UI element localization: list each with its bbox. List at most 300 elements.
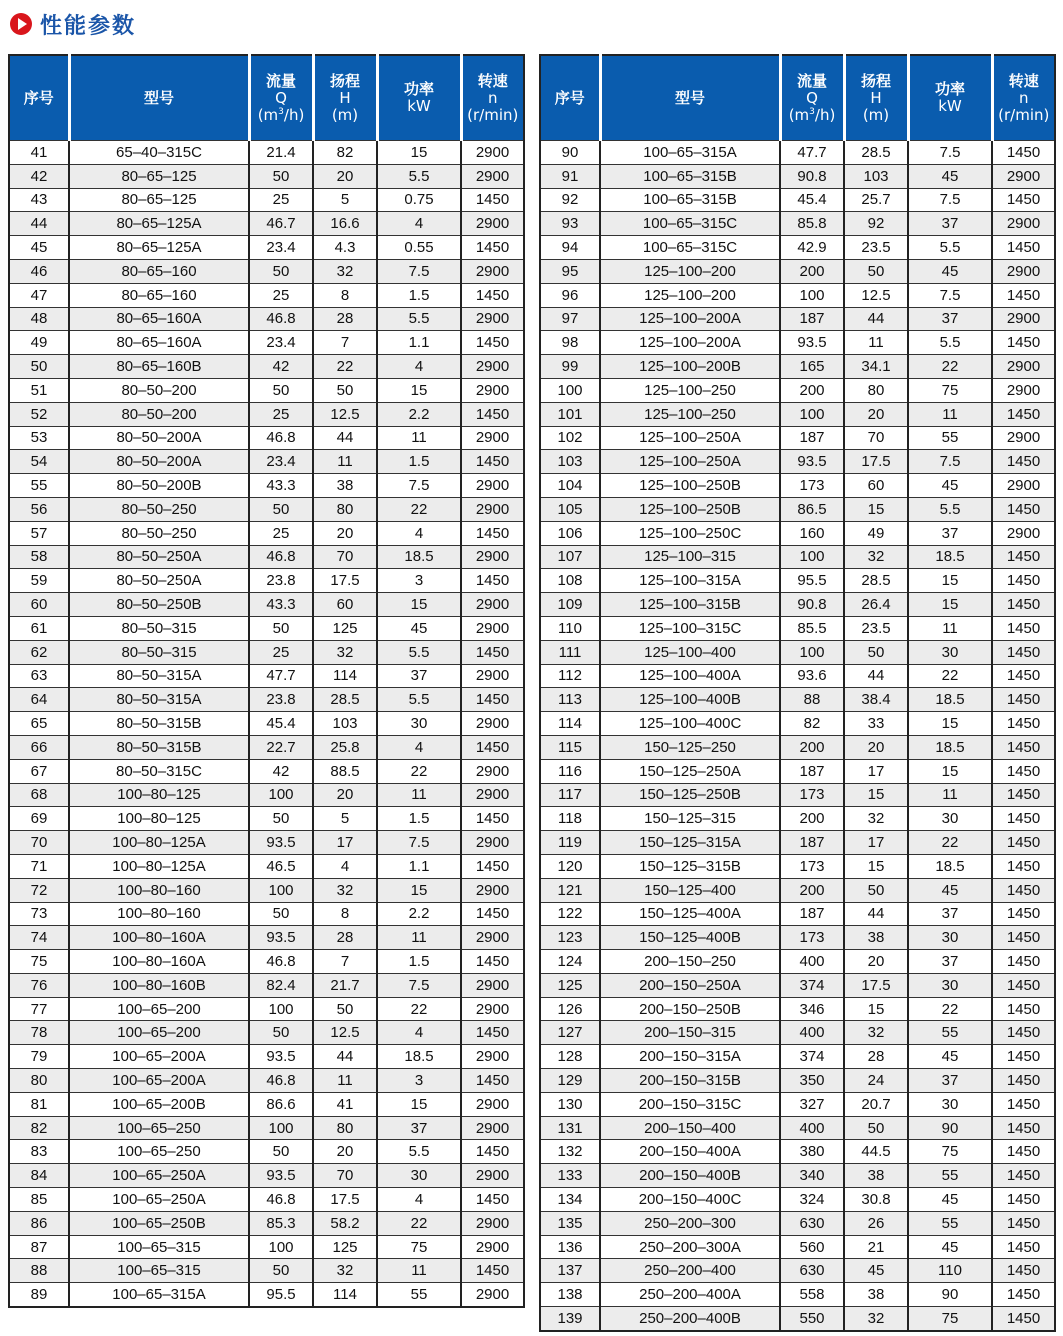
- cell-flow: 100: [780, 640, 844, 664]
- table-row: [9, 450, 524, 474]
- cell-flow: 200: [780, 807, 844, 831]
- cell-head: 32: [844, 1307, 908, 1331]
- cell-power: 75: [908, 378, 992, 402]
- cell-speed: 1450: [992, 1188, 1055, 1212]
- cell-head: 17.5: [313, 569, 377, 593]
- cell-model: 80–50–315: [69, 616, 249, 640]
- cell-power: 7.5: [908, 188, 992, 212]
- cell-head: 8: [313, 283, 377, 307]
- table-row: [9, 569, 524, 593]
- table-row: [540, 188, 1055, 212]
- cell-speed: 1450: [992, 712, 1055, 736]
- cell-model: 250–200–400A: [600, 1283, 780, 1307]
- cell-power: 11: [908, 616, 992, 640]
- cell-power: 11: [377, 783, 461, 807]
- cell-flow: 50: [249, 616, 313, 640]
- cell-model: 100–65–250: [69, 1140, 249, 1164]
- cell-power: 11: [377, 426, 461, 450]
- table-row: [540, 497, 1055, 521]
- cell-no: 98: [540, 331, 600, 355]
- cell-model: 80–50–250: [69, 521, 249, 545]
- cell-speed: 1450: [992, 1211, 1055, 1235]
- cell-speed: 1450: [992, 402, 1055, 426]
- cell-no: 44: [9, 212, 69, 236]
- table-row: [9, 973, 524, 997]
- cell-power: 5.5: [377, 1140, 461, 1164]
- header-no: 序号: [9, 55, 69, 141]
- cell-flow: 173: [780, 926, 844, 950]
- table-row: [9, 355, 524, 379]
- cell-head: 26: [844, 1211, 908, 1235]
- table-row: [9, 735, 524, 759]
- cell-power: 5.5: [377, 307, 461, 331]
- cell-model: 250–200–300A: [600, 1235, 780, 1259]
- table-row: [9, 664, 524, 688]
- table-row: [9, 545, 524, 569]
- cell-flow: 200: [780, 259, 844, 283]
- cell-no: 67: [9, 759, 69, 783]
- cell-flow: 23.8: [249, 688, 313, 712]
- cell-head: 21: [844, 1235, 908, 1259]
- cell-flow: 46.8: [249, 307, 313, 331]
- cell-head: 50: [844, 878, 908, 902]
- cell-head: 70: [313, 1164, 377, 1188]
- cell-no: 117: [540, 783, 600, 807]
- cell-model: 250–200–300: [600, 1211, 780, 1235]
- table-row: [540, 1283, 1055, 1307]
- cell-flow: 550: [780, 1307, 844, 1331]
- cell-flow: 93.5: [249, 1045, 313, 1069]
- cell-model: 125–100–200: [600, 259, 780, 283]
- cell-model: 100–80–160A: [69, 926, 249, 950]
- cell-flow: 374: [780, 973, 844, 997]
- cell-speed: 2900: [461, 997, 524, 1021]
- table-row: [540, 545, 1055, 569]
- cell-speed: 1450: [992, 450, 1055, 474]
- table-row: [540, 831, 1055, 855]
- cell-head: 11: [844, 331, 908, 355]
- section-title-text: 性能参数: [40, 13, 137, 39]
- table-row: [9, 807, 524, 831]
- cell-power: 0.75: [377, 188, 461, 212]
- table-row: [540, 141, 1055, 165]
- cell-speed: 2900: [461, 1116, 524, 1140]
- cell-no: 136: [540, 1235, 600, 1259]
- cell-speed: 2900: [992, 307, 1055, 331]
- performance-table-right: [539, 54, 1056, 1332]
- cell-model: 125–100–250B: [600, 497, 780, 521]
- cell-power: 1.1: [377, 331, 461, 355]
- cell-power: 22: [377, 997, 461, 1021]
- cell-head: 38: [313, 474, 377, 498]
- cell-head: 45: [844, 1259, 908, 1283]
- cell-model: 100–65–250B: [69, 1211, 249, 1235]
- table-row: [540, 1092, 1055, 1116]
- cell-model: 150–125–400B: [600, 926, 780, 950]
- cell-head: 15: [844, 997, 908, 1021]
- cell-speed: 1450: [461, 640, 524, 664]
- cell-flow: 93.6: [780, 664, 844, 688]
- cell-speed: 1450: [992, 331, 1055, 355]
- header-model: 型号: [600, 55, 780, 141]
- cell-no: 85: [9, 1188, 69, 1212]
- cell-flow: 46.8: [249, 545, 313, 569]
- cell-model: 200–150–400B: [600, 1164, 780, 1188]
- cell-flow: 630: [780, 1211, 844, 1235]
- cell-head: 17.5: [844, 973, 908, 997]
- cell-no: 131: [540, 1116, 600, 1140]
- cell-speed: 2900: [461, 497, 524, 521]
- cell-flow: 93.5: [780, 331, 844, 355]
- cell-no: 89: [9, 1283, 69, 1307]
- cell-power: 7.5: [908, 141, 992, 165]
- cell-speed: 2900: [461, 1164, 524, 1188]
- cell-flow: 173: [780, 854, 844, 878]
- cell-no: 90: [540, 141, 600, 165]
- cell-flow: 22.7: [249, 735, 313, 759]
- cell-model: 125–100–250C: [600, 521, 780, 545]
- cell-flow: 47.7: [780, 141, 844, 165]
- cell-speed: 1450: [992, 854, 1055, 878]
- cell-no: 104: [540, 474, 600, 498]
- cell-model: 150–125–315A: [600, 831, 780, 855]
- cell-speed: 2900: [992, 474, 1055, 498]
- cell-flow: 100: [249, 783, 313, 807]
- table-row: [9, 1140, 524, 1164]
- cell-power: 15: [908, 759, 992, 783]
- cell-power: 18.5: [908, 545, 992, 569]
- cell-model: 80–50–200B: [69, 474, 249, 498]
- cell-head: 50: [313, 378, 377, 402]
- cell-head: 15: [844, 783, 908, 807]
- cell-model: 125–100–315B: [600, 593, 780, 617]
- cell-flow: 46.8: [249, 426, 313, 450]
- cell-head: 15: [844, 497, 908, 521]
- cell-power: 15: [377, 378, 461, 402]
- table-row: [540, 331, 1055, 355]
- cell-flow: 25: [249, 188, 313, 212]
- cell-no: 122: [540, 902, 600, 926]
- cell-no: 51: [9, 378, 69, 402]
- cell-power: 1.5: [377, 950, 461, 974]
- cell-speed: 1450: [992, 973, 1055, 997]
- cell-flow: 42: [249, 759, 313, 783]
- header-flow: 流量 Q $(m^3/h)$: [780, 55, 844, 141]
- cell-power: 1.5: [377, 450, 461, 474]
- cell-no: 127: [540, 1021, 600, 1045]
- cell-no: 47: [9, 283, 69, 307]
- cell-model: 100–80–160A: [69, 950, 249, 974]
- cell-no: 79: [9, 1045, 69, 1069]
- table-row: [540, 1211, 1055, 1235]
- cell-speed: 1450: [992, 1021, 1055, 1045]
- table-row: [540, 926, 1055, 950]
- cell-flow: 42: [249, 355, 313, 379]
- cell-model: 100–65–200: [69, 1021, 249, 1045]
- cell-speed: 2900: [461, 259, 524, 283]
- cell-model: 100–80–125A: [69, 854, 249, 878]
- table-row: [540, 807, 1055, 831]
- cell-power: 0.55: [377, 236, 461, 260]
- table-row: [9, 474, 524, 498]
- cell-model: 125–100–400B: [600, 688, 780, 712]
- cell-head: 58.2: [313, 1211, 377, 1235]
- cell-head: 70: [313, 545, 377, 569]
- table-row: [540, 1140, 1055, 1164]
- cell-flow: 558: [780, 1283, 844, 1307]
- cell-model: 100–80–125A: [69, 831, 249, 855]
- table-row: [9, 1283, 524, 1307]
- cell-flow: 50: [249, 1140, 313, 1164]
- table-row: [9, 1235, 524, 1259]
- cell-speed: 1450: [992, 950, 1055, 974]
- cell-no: 102: [540, 426, 600, 450]
- cell-power: 15: [908, 569, 992, 593]
- cell-speed: 2900: [461, 545, 524, 569]
- cell-model: 200–150–315B: [600, 1069, 780, 1093]
- cell-speed: 1450: [461, 188, 524, 212]
- cell-model: 125–100–200A: [600, 331, 780, 355]
- cell-power: 45: [908, 1235, 992, 1259]
- cell-head: 114: [313, 664, 377, 688]
- cell-power: 22: [377, 759, 461, 783]
- cell-model: 80–65–125A: [69, 236, 249, 260]
- cell-power: 37: [908, 950, 992, 974]
- cell-no: 105: [540, 497, 600, 521]
- table-row: [540, 616, 1055, 640]
- cell-power: 30: [908, 640, 992, 664]
- table-row: [540, 688, 1055, 712]
- cell-head: 92: [844, 212, 908, 236]
- cell-head: 25.7: [844, 188, 908, 212]
- table-row: [9, 1259, 524, 1283]
- table-row: [9, 307, 524, 331]
- cell-power: 55: [908, 426, 992, 450]
- cell-no: 68: [9, 783, 69, 807]
- cell-no: 92: [540, 188, 600, 212]
- cell-power: 75: [377, 1235, 461, 1259]
- cell-flow: 200: [780, 878, 844, 902]
- cell-model: 150–125–250A: [600, 759, 780, 783]
- cell-head: 4.3: [313, 236, 377, 260]
- cell-flow: 187: [780, 426, 844, 450]
- cell-power: 15: [377, 141, 461, 165]
- cell-model: 100–80–160: [69, 878, 249, 902]
- table-row: [540, 1045, 1055, 1069]
- cell-head: 32: [313, 1259, 377, 1283]
- cell-head: 26.4: [844, 593, 908, 617]
- cell-head: 32: [313, 259, 377, 283]
- cell-model: 125–100–315: [600, 545, 780, 569]
- cell-flow: 47.7: [249, 664, 313, 688]
- table-row: [540, 1259, 1055, 1283]
- cell-power: 45: [908, 474, 992, 498]
- cell-no: 130: [540, 1092, 600, 1116]
- cell-model: 100–80–160: [69, 902, 249, 926]
- cell-no: 115: [540, 735, 600, 759]
- cell-power: 55: [377, 1283, 461, 1307]
- cell-flow: 43.3: [249, 593, 313, 617]
- cell-head: 21.7: [313, 973, 377, 997]
- performance-table-left: [8, 54, 525, 1308]
- table-row: [540, 950, 1055, 974]
- cell-head: 41: [313, 1092, 377, 1116]
- cell-power: 30: [377, 712, 461, 736]
- cell-power: 5.5: [908, 497, 992, 521]
- table-row: [540, 1116, 1055, 1140]
- cell-power: 55: [908, 1021, 992, 1045]
- cell-power: 90: [908, 1116, 992, 1140]
- cell-speed: 1450: [461, 331, 524, 355]
- cell-power: 37: [377, 1116, 461, 1140]
- cell-flow: 630: [780, 1259, 844, 1283]
- cell-head: 30.8: [844, 1188, 908, 1212]
- cell-power: 45: [377, 616, 461, 640]
- cell-no: 96: [540, 283, 600, 307]
- cell-no: 59: [9, 569, 69, 593]
- cell-speed: 2900: [461, 307, 524, 331]
- cell-speed: 2900: [461, 593, 524, 617]
- cell-head: 70: [844, 426, 908, 450]
- cell-flow: 50: [249, 497, 313, 521]
- cell-power: 37: [908, 521, 992, 545]
- cell-power: 4: [377, 212, 461, 236]
- cell-power: 22: [377, 497, 461, 521]
- cell-head: 32: [313, 640, 377, 664]
- cell-model: 250–200–400B: [600, 1307, 780, 1331]
- cell-power: 37: [908, 212, 992, 236]
- cell-head: 28: [313, 307, 377, 331]
- cell-speed: 1450: [992, 236, 1055, 260]
- cell-flow: 100: [249, 1116, 313, 1140]
- cell-speed: 1450: [992, 569, 1055, 593]
- cell-power: 110: [908, 1259, 992, 1283]
- cell-no: 139: [540, 1307, 600, 1331]
- cell-speed: 2900: [461, 212, 524, 236]
- cell-speed: 2900: [461, 1283, 524, 1307]
- cell-no: 106: [540, 521, 600, 545]
- cell-model: 150–125–250B: [600, 783, 780, 807]
- cell-power: 15: [908, 593, 992, 617]
- cell-power: 4: [377, 1188, 461, 1212]
- cell-flow: 23.4: [249, 331, 313, 355]
- cell-model: 125–100–315A: [600, 569, 780, 593]
- cell-flow: 86.5: [780, 497, 844, 521]
- cell-power: 22: [908, 664, 992, 688]
- cell-flow: 82.4: [249, 973, 313, 997]
- cell-no: 70: [9, 831, 69, 855]
- cell-model: 100–80–160B: [69, 973, 249, 997]
- table-row: [9, 188, 524, 212]
- cell-power: 22: [908, 355, 992, 379]
- cell-head: 44: [313, 426, 377, 450]
- cell-no: 124: [540, 950, 600, 974]
- cell-head: 12.5: [313, 402, 377, 426]
- cell-model: 125–100–250A: [600, 426, 780, 450]
- cell-head: 80: [313, 1116, 377, 1140]
- cell-model: 100–65–315B: [600, 188, 780, 212]
- table-row: [9, 1188, 524, 1212]
- cell-flow: 23.4: [249, 236, 313, 260]
- cell-power: 75: [908, 1307, 992, 1331]
- cell-head: 7: [313, 331, 377, 355]
- cell-power: 1.5: [377, 807, 461, 831]
- table-header-row: [9, 55, 524, 141]
- table-row: [540, 997, 1055, 1021]
- cell-no: 118: [540, 807, 600, 831]
- cell-speed: 1450: [992, 1164, 1055, 1188]
- cell-flow: 46.8: [249, 1188, 313, 1212]
- cell-no: 74: [9, 926, 69, 950]
- cell-flow: 100: [780, 545, 844, 569]
- cell-model: 80–65–160A: [69, 331, 249, 355]
- cell-flow: 560: [780, 1235, 844, 1259]
- cell-model: 100–80–125: [69, 783, 249, 807]
- cell-head: 49: [844, 521, 908, 545]
- cell-power: 7.5: [377, 973, 461, 997]
- cell-head: 17: [313, 831, 377, 855]
- cell-speed: 2900: [461, 616, 524, 640]
- cell-speed: 1450: [461, 521, 524, 545]
- cell-no: 82: [9, 1116, 69, 1140]
- cell-model: 200–150–315C: [600, 1092, 780, 1116]
- cell-no: 137: [540, 1259, 600, 1283]
- cell-head: 60: [313, 593, 377, 617]
- cell-no: 80: [9, 1069, 69, 1093]
- cell-head: 103: [313, 712, 377, 736]
- table-row: [540, 1235, 1055, 1259]
- cell-no: 64: [9, 688, 69, 712]
- cell-power: 7.5: [908, 450, 992, 474]
- cell-head: 17.5: [844, 450, 908, 474]
- table-row: [540, 664, 1055, 688]
- cell-model: 125–100–250A: [600, 450, 780, 474]
- cell-head: 4: [313, 854, 377, 878]
- cell-model: 100–65–200B: [69, 1092, 249, 1116]
- table-row: [540, 164, 1055, 188]
- cell-power: 5.5: [377, 640, 461, 664]
- table-row: [540, 735, 1055, 759]
- cell-head: 8: [313, 902, 377, 926]
- cell-speed: 2900: [461, 378, 524, 402]
- cell-flow: 50: [249, 902, 313, 926]
- cell-power: 7.5: [377, 474, 461, 498]
- cell-flow: 160: [780, 521, 844, 545]
- table-row: [9, 759, 524, 783]
- cell-flow: 21.4: [249, 141, 313, 165]
- table-row: [540, 426, 1055, 450]
- cell-speed: 1450: [992, 1259, 1055, 1283]
- cell-flow: 50: [249, 378, 313, 402]
- cell-power: 55: [908, 1164, 992, 1188]
- cell-model: 100–65–250A: [69, 1188, 249, 1212]
- cell-no: 93: [540, 212, 600, 236]
- cell-power: 1.1: [377, 854, 461, 878]
- table-row: [540, 212, 1055, 236]
- table-row: [540, 854, 1055, 878]
- cell-speed: 1450: [992, 783, 1055, 807]
- table-row: [9, 283, 524, 307]
- cell-head: 34.1: [844, 355, 908, 379]
- cell-speed: 1450: [461, 569, 524, 593]
- cell-speed: 1450: [992, 1092, 1055, 1116]
- cell-head: 23.5: [844, 236, 908, 260]
- cell-head: 5: [313, 807, 377, 831]
- cell-model: 100–65–200A: [69, 1045, 249, 1069]
- cell-power: 7.5: [908, 283, 992, 307]
- cell-flow: 324: [780, 1188, 844, 1212]
- cell-model: 80–65–125: [69, 164, 249, 188]
